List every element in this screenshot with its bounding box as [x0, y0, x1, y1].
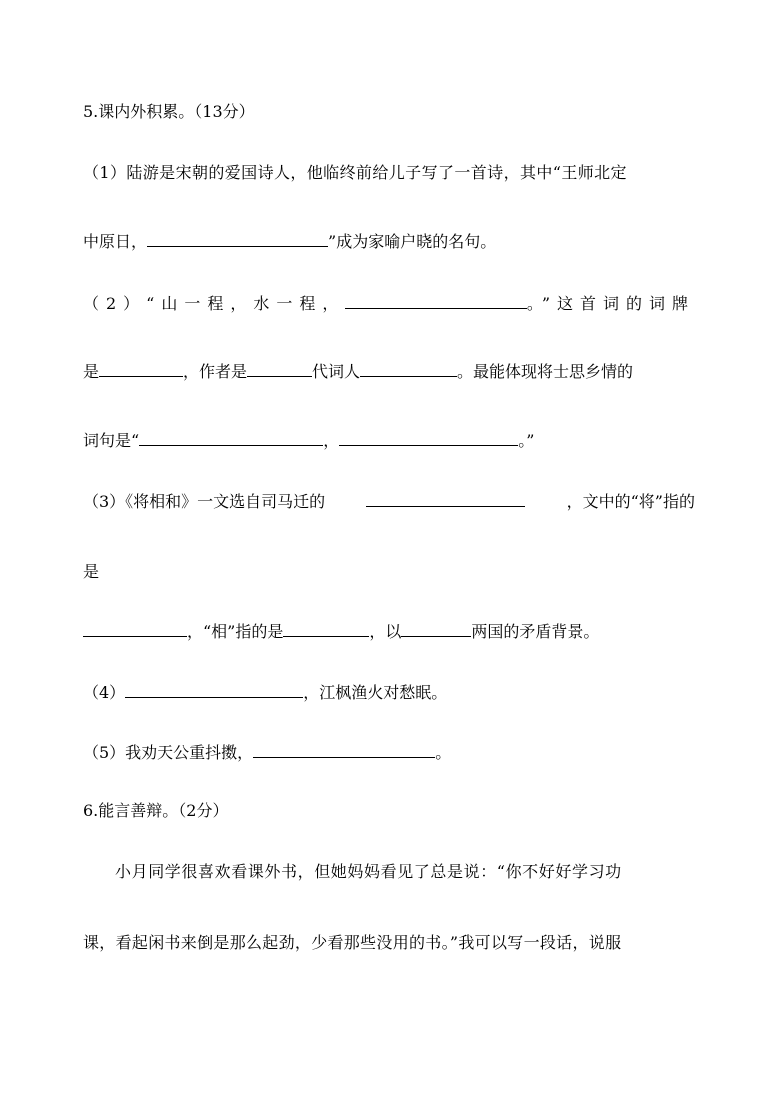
answer-blank[interactable]: [247, 361, 312, 377]
answer-blank[interactable]: [401, 621, 471, 637]
answer-blank[interactable]: [99, 361, 183, 377]
q5-item2-line2: 是 ，作者是 代词人 。最能体现将士思乡情的: [83, 362, 634, 381]
answer-blank[interactable]: [360, 361, 457, 377]
answer-blank[interactable]: [283, 621, 369, 637]
q5-item3-line2: 是: [83, 562, 100, 581]
q5-item3-line3: ，“相”指的是 ，以 两国的矛盾背景。: [83, 621, 695, 643]
question-6-heading: 6.能言善辩。（2分）: [83, 801, 229, 820]
q5-item2-line3: 词句是“ ， 。”: [83, 431, 535, 450]
q6-paragraph-line2: 课，看起闲书来倒是那么起劲，少看那些没用的书。”我可以写一段话，说服: [83, 933, 622, 952]
q5-item5: （5）我劝天公重抖擞， 。: [83, 743, 452, 762]
q5-item1-line2: 中原日， ”成为家喻户晓的名句。: [83, 232, 497, 251]
q5-item3-line1: （3）《将相和》一文选自司马迁的 ，文中的“将”指的: [83, 492, 695, 511]
q5-item2-line1: （2）“山一程，水一程， 。”这首词的词牌: [83, 294, 695, 313]
answer-blank[interactable]: [83, 621, 187, 637]
q5-item4: （4） ，江枫渔火对愁眠。: [83, 683, 448, 702]
answer-blank[interactable]: [339, 430, 518, 446]
answer-blank[interactable]: [125, 682, 303, 698]
answer-blank[interactable]: [253, 742, 435, 758]
answer-blank[interactable]: [147, 231, 328, 247]
answer-blank[interactable]: [139, 430, 323, 446]
q5-item1-line1: （1）陆游是宋朝的爱国诗人，他临终前给儿子写了一首诗，其中“王师北定: [83, 163, 627, 182]
question-5-heading: 5.课内外积累。（13分）: [83, 102, 255, 121]
answer-blank[interactable]: [345, 293, 526, 309]
answer-blank[interactable]: [366, 491, 525, 507]
q6-paragraph-line1: 小月同学很喜欢看课外书，但她妈妈看见了总是说：“你不好好学习功: [115, 862, 622, 881]
